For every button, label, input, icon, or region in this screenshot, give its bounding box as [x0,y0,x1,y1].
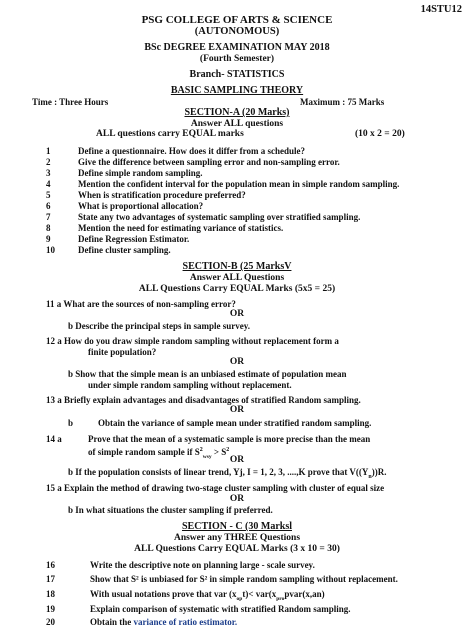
question-number: 20 [46,617,55,627]
question-number: 19 [46,604,55,614]
question-number: 5 [46,190,51,200]
question-row [0,179,474,190]
question-number: 7 [46,212,51,222]
question-12b: b Show that the simple mean is an unbiased estimate of population mean [68,369,347,379]
or-label: OR [229,405,245,415]
question-18-text-2: t)< var(x [242,589,277,599]
question-number: 10 [46,245,55,255]
max-marks-label: Maximum : 75 Marks [300,97,385,107]
question-14b-text-end: ))R. [371,467,387,477]
question-14b [68,467,387,483]
section-c-title: SECTION - C (30 Marksl [181,521,292,532]
superscript: 2 [199,447,203,453]
question-number: 17 [46,574,55,584]
question-number: 9 [46,234,51,244]
question-text: Define a questionnaire. How does it differ from a schedule? [78,146,305,156]
question-13b-label: b [68,418,74,428]
question-13b: Obtain the variance of sample mean under stratified random sampling. [98,418,372,428]
branch-label: Branch- STATISTICS [189,69,285,80]
section-b-title: SECTION-B (25 MarksV [182,261,292,272]
question-text: What is proportional allocation? [78,201,204,211]
section-b-instruction-2: ALL Questions Carry EQUAL Marks (5x5 = 25) [138,284,336,294]
subscript: n [368,473,372,480]
question-12b-continued: under simple random sampling without replacement. [88,380,292,390]
time-label: Time : Three Hours [32,97,109,107]
question-text [90,617,237,628]
or-label: OR [229,309,245,319]
question-14b-text: b If the population consists of linear trend, Yj, I = 1, 2, 3, ....,K prove that V((Y [68,467,369,477]
question-14a-label: 14 a [46,434,62,444]
superscript: 2 [226,447,230,453]
question-row [0,157,474,168]
question-number: 16 [46,560,55,570]
question-11b: b Describe the principal steps in sample survey. [68,321,251,331]
question-11a: 11 a What are the sources of non-sampling error? [46,299,236,309]
question-number: 2 [46,157,51,167]
question-row [0,617,474,628]
question-number: 3 [46,168,51,178]
question-text: Explain comparison of systematic with stratified Random sampling. [90,604,351,614]
or-label: OR [229,357,245,367]
question-row [0,223,474,234]
question-14a-text-end: > S [213,447,227,457]
question-13a: 13 a Briefly explain advantages and disadvantages of stratified Random sampling. [46,395,361,405]
paper-code: 14STU12 [420,4,462,15]
question-text: Give the difference between sampling error and non-sampling error. [78,157,340,167]
question-row [0,201,474,212]
section-a-instruction-2: ALL questions carry EQUAL marks [96,129,244,139]
question-text: Define cluster sampling. [78,245,171,255]
question-row [0,190,474,201]
question-row [0,245,474,256]
section-a-title: SECTION-A (20 Marks) [184,107,290,118]
section-c-instruction-2: ALL Questions Carry EQUAL Marks (3 x 10 = 30) [134,544,340,554]
exam-title: BSc DEGREE EXAMINATION MAY 2018 [144,42,330,53]
question-text: When is stratification procedure preferred? [78,190,246,200]
subscript: op [236,595,243,602]
or-label: OR [229,455,245,465]
question-number: 8 [46,223,51,233]
question-text: Define simple random sampling. [78,168,203,178]
question-row [0,560,474,571]
question-12a: 12 a How do you draw simple random sampling without replacement form a [46,336,339,346]
question-row [0,589,474,600]
question-15b: b In what situations the cluster sampling if preferred. [68,505,273,515]
autonomous-label: (AUTONOMOUS) [194,26,280,37]
or-label: OR [229,494,245,504]
question-text: Define Regression Estimator. [78,234,190,244]
question-row [0,168,474,179]
question-14a: Prove that the mean of a systematic sample is more precise than the mean [88,434,371,444]
question-text [90,589,325,605]
question-row [0,234,474,245]
question-12a-continued: finite population? [88,347,157,357]
question-text: Mention the confident interval for the population mean in simple random sampling. [78,179,400,189]
question-14a-text: of simple random sample if S [88,447,200,457]
subscript: pro [276,595,285,602]
question-number: 4 [46,179,51,189]
section-c-instruction-1: Answer any THREE Questions [173,533,301,543]
subscript: wsy [202,453,212,460]
question-18-text-1: With usual notations prove that var (x [90,589,237,599]
question-number: 18 [46,589,55,599]
question-row [0,146,474,157]
question-18-text-3: pvar(x,an) [284,589,325,599]
question-text: Show that S² is unbiased for S² in simple random sampling without replacement. [90,574,398,584]
question-text: Write the descriptive note on planning large - scale survey. [90,560,315,570]
question-text: State any two advantages of systematic sampling over stratified sampling. [78,212,361,222]
question-20-text-1: Obtain the [90,617,134,627]
section-b-instruction-1: Answer ALL Questions [189,273,285,283]
question-row [0,574,474,585]
semester-label: (Fourth Semester) [199,54,275,64]
college-name: PSG COLLEGE OF ARTS & SCIENCE [141,14,333,26]
question-row [0,212,474,223]
question-number: 6 [46,201,51,211]
question-text: Mention the need for estimating variance of statistics. [78,223,284,233]
question-row [0,604,474,615]
question-20-text-2: variance of ratio estimator. [133,617,238,627]
question-number: 1 [46,146,51,156]
question-15a: 15 a Explain the method of drawing two-stage cluster sampling with cluster of equal size [46,483,385,493]
subject-title: BASIC SAMPLING THEORY [170,85,304,96]
section-a-instruction-1: Answer ALL questions [190,119,284,129]
section-a-marks: (10 x 2 = 20) [355,129,405,139]
